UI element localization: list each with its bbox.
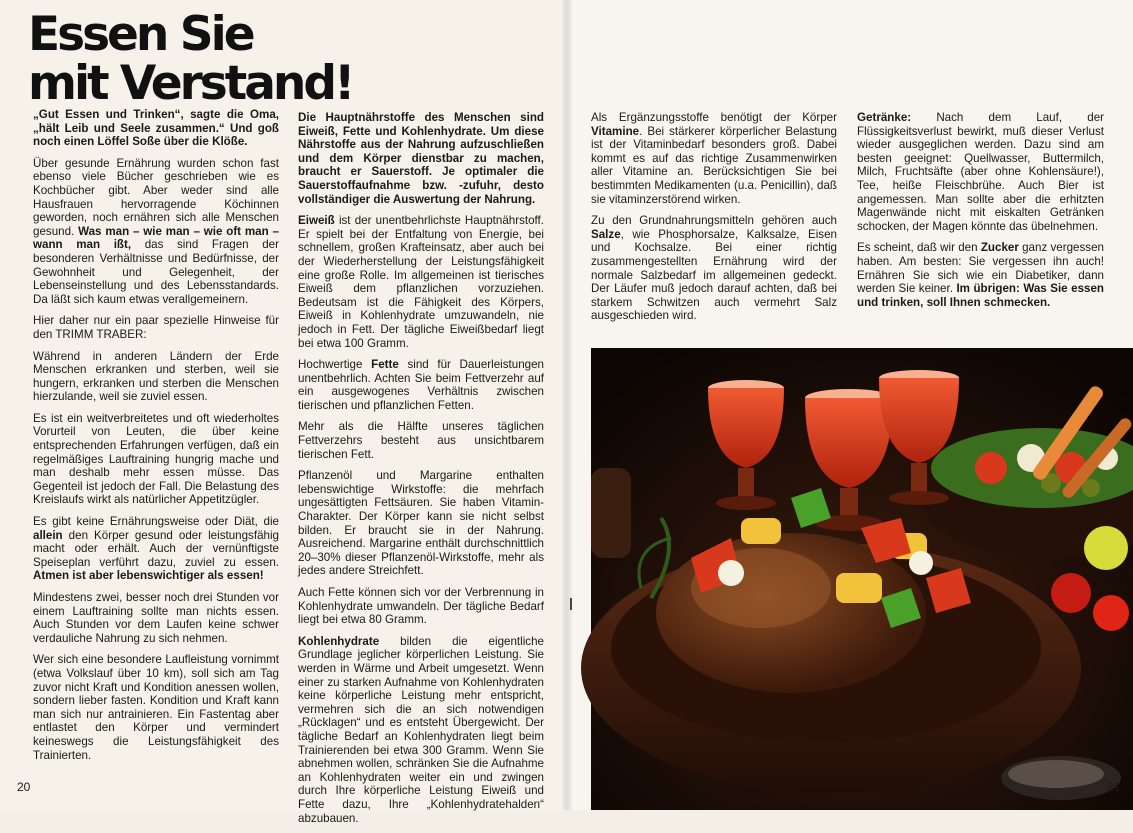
emphasis: Was man – wie man – wie oft man – wann man ißt,: [33, 224, 279, 252]
paragraph: [591, 214, 837, 323]
emphasis: Salze: [591, 227, 621, 241]
text: Als Ergänzungsstoffe benötigt der Körper: [591, 111, 837, 124]
text: , wie Phosphorsalze, Kalksalze, Eisen und Kochsalze. Bei einer richtig zusammengestellten Ernährung wird der normale Salzbedarf im allgemeinen gedeckt. Der Läufer muß jedoch darauf achten, daß bei starkem Schwitzen auch vermehrt Salz ausgeschieden wird.: [591, 227, 837, 323]
paragraph: [298, 358, 544, 412]
food-photo: [591, 348, 1133, 810]
intro-paragraph: „Gut Essen und Trinken“, sagte die Oma, „hält Leib und Seele zusammen.“ Und goß noch einen Löffel Soße über die Klöße.: [33, 108, 279, 149]
text-column-4: [857, 111, 1104, 317]
text-column-1: [33, 108, 279, 770]
page-number-right: 21: [1107, 780, 1121, 794]
paragraph: Hier daher nur ein paar spezielle Hinweise für den TRIMM TRABER:: [33, 314, 279, 341]
emphasis: Getränke:: [857, 111, 912, 124]
text: Nach dem Lauf, der Flüssigkeitsverlust bewirkt, muß dieser Verlust wieder ausgeglichen werden. Dazu sind am besten geeignet: Quellwasser, Buttermilch, Milch, Fruchtsäfte (aber ohne Kohlensäure!), Tee, heiße Fleischbrühe. Auch Bier ist angemessen. Man sollte aber die erhitzten Magenwände nicht mit eiskalten Getränken schocken, der Magen könnte das übelnehmen.: [857, 111, 1104, 233]
emphasis: Zucker: [980, 241, 1019, 255]
text: bilden die eigentliche Grundlage jeglicher körperlichen Leistung. Sie werden in Wärme und Arbeit umgesetzt. Wenn einer zu starken Aufnahme von Kohlenhydraten keine körperliche Leistung mehr entspricht, vermehren sich die an sich notwendigen „Rücklagen“ und es entsteht Übergewicht. Der tägliche Bedarf an Kohlenhydraten liegt beim Trainierenden bei etwa 300 Gramm. Wenn Sie abnehmen wollen, schränken Sie die Aufnahme an Kohlenhydraten weiter ein und zwingen durch Ihre körperliche Leistung Eiweiß und Fette dazu, Ihre „Kohlenhydratehalden“ abzubauen.: [298, 634, 544, 825]
text: Zu den Grundnahrungsmitteln gehören auch: [591, 214, 837, 228]
paragraph: Wer sich eine besondere Laufleistung vornimmt (etwa Volkslauf über 10 km), soll sich am Tag zuvor nicht Kraft und Kondition anessen wollen, sondern lieber fasten. Kondition und Kraft kann man sich nur antrainieren. Ein Fastentag aber entlastet den Körper und vermindert keineswegs die Leistungsfähigkeit des Trainierten.: [33, 653, 279, 762]
emphasis: Im übrigen: Was Sie essen und trinken, soll Ihnen schmecken.: [857, 282, 1104, 309]
paragraph: [298, 214, 544, 350]
text: Hochwertige: [298, 358, 363, 372]
emphasis: Eiweiß: [298, 214, 335, 228]
paragraph: Es ist ein weitverbreitetes und oft wiederholtes Vorurteil von Leuten, die über keine entsprechenden Erfahrungen verfügen, daß ein regelmäßiges Lauftraining hungrig mache und man deshalb mehr essen müsse. Das Gegenteil ist jedoch der Fall. Die Belastung des Kreislaufs wirkt als natürlicher Appetitzügler.: [33, 411, 279, 507]
emphasis: Atmen ist aber lebenswichtiger als essen!: [33, 569, 264, 583]
headline-line-2: mit Verstand!: [28, 56, 353, 111]
margin-mark: [570, 598, 572, 610]
emphasis: Kohlenhydrate: [298, 634, 380, 648]
text-column-2: [298, 111, 544, 833]
text: ist der unentbehrlichste Hauptnährstoff. Er spielt bei der Entfaltung von Energie, bei schnellem, großen Krafteinsatz, aber auch bei der Wiederherstellung der Leistungsfähigkeit eine große Rolle. Im allgemeinen ist tierisches Eiweiß dem pflanzlichen vorzuziehen. Bedeutsam ist die Fähigkeit des Körpers, Eiweiß in Kohlenhydrate umzuwandeln, nie jedoch in Fett. Der tägliche Eiweißbedarf liegt bei etwa 100 Gramm.: [298, 214, 544, 350]
emphasis: Vitamine: [591, 124, 640, 138]
paragraph: Auch Fette können sich vor der Verbrennung in Kohlenhydrate umwandeln. Der tägliche Bedarf liegt bei etwa 80 Gramm.: [298, 586, 544, 627]
emphasis: allein: [33, 528, 63, 542]
paragraph: [298, 635, 544, 825]
text: Es gibt keine Ernährungsweise oder Diät, die: [33, 515, 279, 529]
food-photo-illustration: [591, 348, 1133, 810]
text: Es scheint, daß wir den: [857, 241, 978, 255]
text: ganz vergessen haben. Am besten: Sie vergessen ihn auch! Ernähren Sie sich wie ein Diabetiker, dann werden Sie keiner.: [857, 241, 1104, 296]
paragraph: Mehr als die Hälfte unseres täglichen Fettverzehrs besteht aus unsichtbarem tierischen Fett.: [298, 420, 544, 461]
page-number-left: 20: [17, 780, 31, 794]
headline: [28, 7, 358, 111]
paragraph: [591, 111, 837, 206]
headline-line-1: Essen Sie: [28, 7, 253, 62]
paragraph: Mindestens zwei, besser noch drei Stunden vor einem Lauftraining sollte man nichts essen. Auch Stunden vor dem Laufen keine schwer verdauliche Nahrung zu sich nehmen.: [33, 591, 279, 645]
text: sind für Dauerleistungen unentbehrlich. Achten Sie beim Fettverzehr auf ein ausgewogenes Verhältnis zwischen tierischen und pflanzlichen Fetten.: [298, 358, 544, 412]
paragraph: [33, 515, 279, 583]
nutrients-intro: Die Hauptnährstoffe des Menschen sind Eiweiß, Fette und Kohlenhydrate. Um diese Nährstoffe aus der Nahrung aufzuschließen und dem Körper dienstbar zu machen, braucht er Sauerstoff. Je optimaler die Sauerstoffaufnahme bzw. -zufuhr, desto vollständiger die Auswertung der Nahrung.: [298, 111, 544, 206]
emphasis: Fette: [371, 358, 399, 372]
paragraph: Pflanzenöl und Margarine enthalten lebenswichtige Wirkstoffe: die mehrfach ungesättigten Fettsäuren. Sie haben Vitamin-Charakter. Der Körper kann sie nicht selbst bilden. Er braucht sie in der Nahrung. Ausreichend. Margarine enthält durchschnittlich 20–30% dieser Pflanzenöl-Wirkstoffe, mehr als jedes andere Streichfett.: [298, 469, 544, 578]
paragraph: Während in anderen Ländern der Erde Menschen erkranken und sterben, weil sie hungern, erkranken und sterben die Menschen hierzulande, weil sie zuviel essen.: [33, 349, 279, 404]
paragraph: [857, 111, 1104, 233]
paragraph: [857, 241, 1104, 309]
text: . Bei stärkerer körperlicher Belastung ist der Vitaminbedarf besonders groß. Dabei kommt es auf das richtige Zusammenwirken aller Vitamine an. Berücksichtigen Sie bei bestimmten Medikamenten (u.a. Penicillin), daß sie vitaminzerstörend wirken.: [591, 124, 837, 206]
page-gutter: [562, 0, 572, 810]
text: das sind Fragen der besonderen Verhältnisse und Bedürfnisse, der Gewohnheit und Gelegenheit, der Lebenseinstellung und des Lebensstandards. Da läßt sich kaum etwas verallgemeinern.: [33, 238, 279, 306]
text: Über gesunde Ernährung wurden schon fast ebenso viele Bücher geschrieben wie es Kochbücher gibt. Aber weder sind alle Hausfrauen hervorragende Köchinnen geworden, noch ernähren sich alle Menschen gesund.: [33, 156, 279, 238]
paragraph: [33, 157, 279, 307]
text: den Körper gesund oder leistungsfähig macht oder erhält. Auch der vernünftigste Speiseplan verführt dazu, zuviel zu essen.: [33, 528, 279, 569]
text-column-3: [591, 111, 837, 331]
